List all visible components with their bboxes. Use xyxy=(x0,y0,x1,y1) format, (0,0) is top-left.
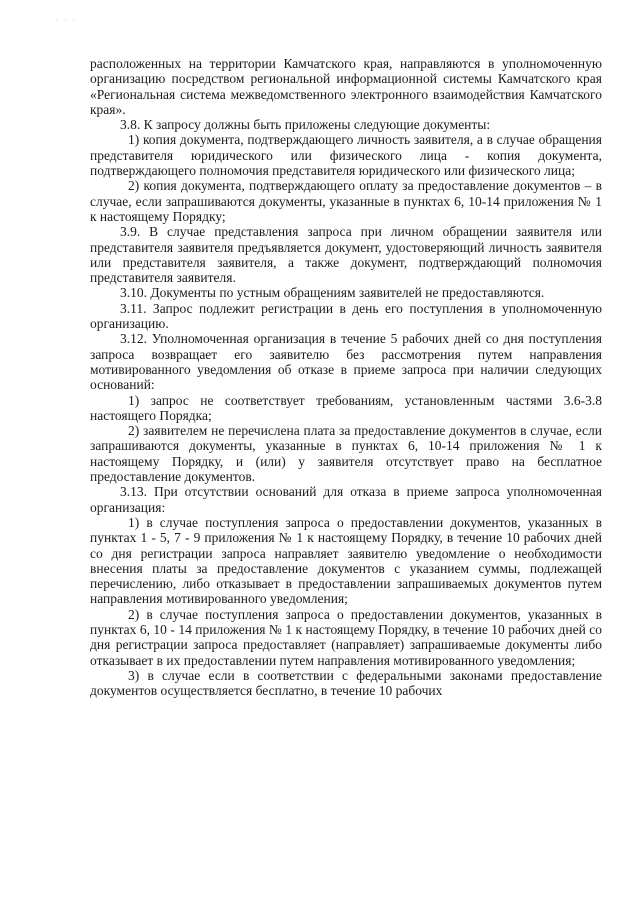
list-item-3-12-1: 1) запрос не соответствует требованиям, установленным частями 3.6-3.8 настоящего Порядка; xyxy=(90,392,602,423)
paragraph-3-11: 3.11. Запрос подлежит регистрации в день его поступления в уполномоченную организацию. xyxy=(90,300,602,332)
paragraph-3-12: 3.12. Уполномоченная организация в течение 5 рабочих дней со дня поступления запроса возвращает его заявителю без рассмотрения путем направления мотивированного уведомления об отказе в приеме запроса при наличии следующих оснований: xyxy=(90,331,602,393)
scan-corner-mark: · · · xyxy=(56,16,78,24)
paragraph-3-8: 3.8. К запросу должны быть приложены следующие документы: xyxy=(120,117,491,133)
paragraph-continuation: расположенных на территории Камчатского края, направляются в уполномоченную организацию посредством региональной информационной системы Камчатского края «Региональная система межведомственного электронного взаимодействия Камчатского края». xyxy=(90,56,602,117)
paragraph-3-10: 3.10. Документы по устным обращениям заявителей не предоставляются. xyxy=(120,285,545,301)
list-item-3-12-2: 2) заявителем не перечислена плата за предоставление документов в случае, если запрашиваются документы, указанные в пунктах 6, 10-14 приложения № 1 к настоящему Порядку, и (или) у заявителя отсутствует право на бесплатное предоставление документов. xyxy=(90,423,602,485)
list-item-3-8-2: 2) копия документа, подтверждающего оплату за предоставление документов – в случае, если запрашиваются документы, указанные в пунктах 6, 10-14 приложения № 1 к настоящему Порядку; xyxy=(90,178,602,224)
paragraph-3-13: 3.13. При отсутствии оснований для отказа в приеме запроса уполномоченная организация: xyxy=(90,484,602,515)
list-item-3-13-3: 3) в случае если в соответствии с федеральными законами предоставление документов осуществляется бесплатно, в течение 10 рабочих xyxy=(90,667,602,699)
list-item-3-8-1: 1) копия документа, подтверждающего личность заявителя, а в случае обращения представителя юридического или физического лица - копия документа, подтверждающего полномочия представителя юридического или физического лица; xyxy=(90,132,602,179)
document-page xyxy=(90,56,602,698)
list-item-3-13-1: 1) в случае поступления запроса о предоставлении документов, указанных в пунктах 1 - 5, 7 - 9 приложения № 1 к настоящему Порядку, в течение 10 рабочих дней со дня регистрации запроса направляет заявителю уведомление о необходимости внесения платы за предоставление документов с указанием суммы, подлежащей перечислению, либо отказывает в предоставлении запрашиваемых документов путем направления мотивированного уведомления; xyxy=(90,514,602,607)
paragraph-3-9: 3.9. В случае представления запроса при личном обращении заявителя или представителя заявителя предъявляется документ, удостоверяющий личность заявителя или представителя заявителя, а также документ, подтверждающий полномочия представителя заявителя. xyxy=(90,224,602,286)
list-item-3-13-2: 2) в случае поступления запроса о предоставлении документов, указанных в пунктах 6, 10 - 14 приложения № 1 к настоящему Порядку, в течение 10 рабочих дней со дня регистрации запроса предоставляет (направляет) запрашиваемые документы либо отказывает в их предоставлении путем направления мотивированного уведомления; xyxy=(90,606,602,668)
